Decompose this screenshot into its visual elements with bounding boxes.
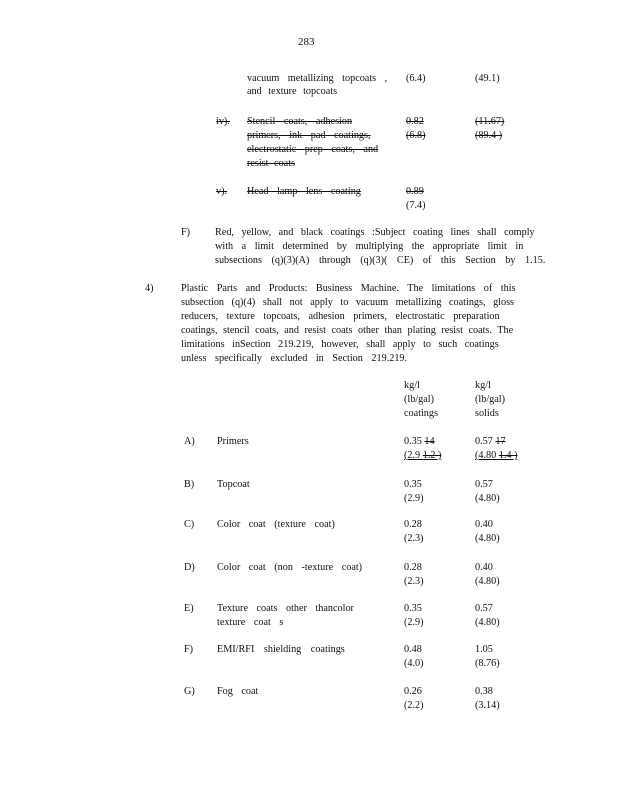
row-f-coat-lb: (4.0) <box>404 658 424 669</box>
row-a-coat-lb: (2.9 1.2 ) <box>404 450 442 461</box>
row-a-label: A) <box>184 436 195 447</box>
row-d-solid-lb: (4.80) <box>475 576 500 587</box>
row-f-coat-kg: 0.48 <box>404 644 422 655</box>
col-solids-header-2: (lb/gal) <box>475 394 505 405</box>
row-a-solid-kg: 0.57 17 <box>475 436 506 447</box>
row-b-label: B) <box>184 479 195 490</box>
row-e-solid-kg: 0.57 <box>475 603 493 614</box>
item-iv-desc-3: electrostatic prep coats, and <box>247 144 379 155</box>
row-b-coat-kg: 0.35 <box>404 479 422 490</box>
row-e-label: E) <box>184 603 194 614</box>
row-d-solid-kg: 0.40 <box>475 562 493 573</box>
item-v-coat: 0.89 <box>406 186 424 197</box>
item-iv-coat-lb: (6.8) <box>406 130 426 141</box>
row-c-coat-kg: 0.28 <box>404 519 422 530</box>
cont-desc-line-2: and texture topcoats <box>247 86 338 97</box>
section-4-line-2: subsection (q)(4) shall not apply to vacuum metallizing coatings, gloss <box>181 297 515 308</box>
section-4-line-4: coatings, stencil coats, and resist coats other than plating resist coats. The <box>181 325 514 336</box>
row-c-solid-kg: 0.40 <box>475 519 493 530</box>
section-4-label: 4) <box>145 283 154 294</box>
row-c-coat-lb: (2.3) <box>404 533 424 544</box>
section-4-line-5: limitations inSection 219.219, however, shall apply to such coatings <box>181 339 499 350</box>
row-g-label: G) <box>184 686 195 697</box>
row-a-name: Primers <box>217 436 249 447</box>
item-v-label: v). <box>216 186 228 197</box>
col-solids-header-3: solids <box>475 408 499 419</box>
item-iv-solid-kg: (11.67) <box>475 116 505 127</box>
row-e-name-line-1: Texture coats other thancolor <box>217 603 354 614</box>
row-b-name: Topcoat <box>217 479 250 490</box>
col-coatings-header-1: kg/l <box>404 380 420 391</box>
row-f-name: EMI/RFI shielding coatings <box>217 644 345 655</box>
row-e-name-line-2: texture coat s <box>217 617 284 628</box>
item-iv-label: iv). <box>216 116 230 127</box>
row-g-coat-kg: 0.26 <box>404 686 422 697</box>
col-coatings-header-2: (lb/gal) <box>404 394 434 405</box>
page-number: 283 <box>298 36 315 48</box>
row-d-coat-kg: 0.28 <box>404 562 422 573</box>
row-a-solid-lb: (4.80 1.4 ) <box>475 450 518 461</box>
cont-solid-value: (49.1) <box>475 73 500 84</box>
f-para-line-3: subsections (q)(3)(A) through (q)(3)( CE) of this Section by 1.15. <box>215 255 546 266</box>
row-g-solid-kg: 0.38 <box>475 686 493 697</box>
row-g-solid-lb: (3.14) <box>475 700 500 711</box>
row-e-coat-lb: (2.9) <box>404 617 424 628</box>
item-iv-coat-kg: 0.82 <box>406 116 424 127</box>
f-para-line-2: with a limit determined by multiplying the appropriate limit in <box>215 241 524 252</box>
item-iv-desc-4: resist coats <box>247 158 295 169</box>
item-iv-desc-2: primers, ink pad coatings, <box>247 130 371 141</box>
row-e-coat-kg: 0.35 <box>404 603 422 614</box>
f-para-line-1: Red, yellow, and black coatings :Subject coating lines shall comply <box>215 227 535 238</box>
f-para-label: F) <box>181 227 191 238</box>
row-c-label: C) <box>184 519 195 530</box>
item-iv-solid-lb: (89.4 ) <box>475 130 503 141</box>
section-4-line-1: Plastic Parts and Products: Business Machine. The limitations of this <box>181 283 516 294</box>
row-d-name: Color coat (non -texture coat) <box>217 562 363 573</box>
row-b-solid-lb: (4.80) <box>475 493 500 504</box>
row-g-name: Fog coat <box>217 686 259 697</box>
row-d-label: D) <box>184 562 195 573</box>
row-b-solid-kg: 0.57 <box>475 479 493 490</box>
row-f-solid-lb: (8.76) <box>475 658 500 669</box>
section-4-line-3: reducers, texture topcoats, adhesion primers, electrostatic preparation <box>181 311 500 322</box>
cont-coat-value: (6.4) <box>406 73 426 84</box>
row-c-solid-lb: (4.80) <box>475 533 500 544</box>
row-f-solid-kg: 1.05 <box>475 644 493 655</box>
col-coatings-header-3: coatings <box>404 408 438 419</box>
row-f-label: F) <box>184 644 194 655</box>
row-e-solid-lb: (4.80) <box>475 617 500 628</box>
row-b-coat-lb: (2.9) <box>404 493 424 504</box>
col-solids-header-1: kg/l <box>475 380 491 391</box>
row-c-name: Color coat (texture coat) <box>217 519 335 530</box>
section-4-line-6: unless specifically excluded in Section 219.219. <box>181 353 408 364</box>
row-a-coat-kg: 0.35 14 <box>404 436 435 447</box>
row-g-coat-lb: (2.2) <box>404 700 424 711</box>
item-v-desc: Head lamp lens coating <box>247 186 361 197</box>
item-v-coat-new: (7.4) <box>406 200 426 211</box>
row-d-coat-lb: (2.3) <box>404 576 424 587</box>
cont-desc-line-1: vacuum metallizing topcoats , <box>247 73 388 84</box>
item-iv-desc-1: Stencil coats, adhesion <box>247 116 353 127</box>
